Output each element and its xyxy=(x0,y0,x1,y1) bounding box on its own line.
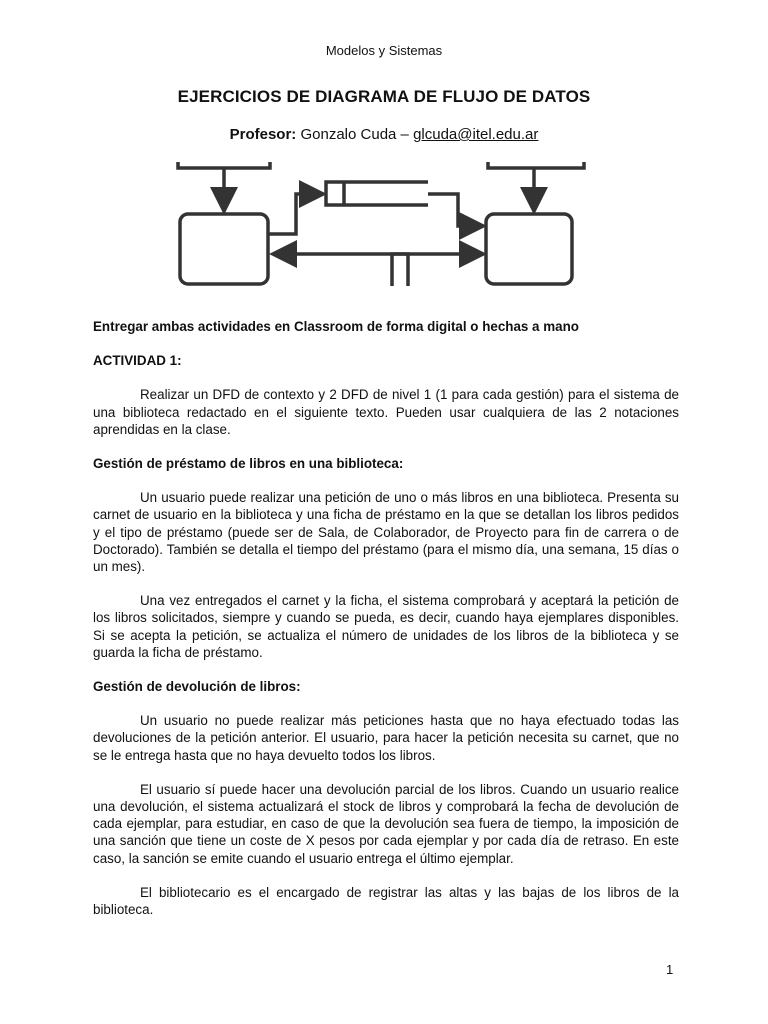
document-body xyxy=(93,318,679,918)
activity-paragraph: Realizar un DFD de contexto y 2 DFD de nivel 1 (1 para cada gestión) para el sistema de una biblioteca redactado en el siguiente texto. Pueden usar cualquiera de las 2 notaciones aprendidas en la clase. xyxy=(93,387,679,437)
right-entity-bracket xyxy=(488,162,584,168)
left-process-box xyxy=(180,214,268,284)
flow-from-store xyxy=(428,194,480,226)
flow-to-store xyxy=(268,194,320,234)
professor-email-link[interactable]: glcuda@itel.edu.ar xyxy=(413,126,539,143)
running-header: Modelos y Sistemas xyxy=(325,43,443,58)
professor-label: Profesor: xyxy=(229,126,297,143)
right-process-box xyxy=(486,214,572,284)
section-return-heading: Gestión de devolución de libros: xyxy=(93,679,301,695)
professor-name: Gonzalo Cuda – xyxy=(296,126,414,143)
section-loan-heading: Gestión de préstamo de libros en una biblioteca: xyxy=(93,456,404,472)
document-title: EJERCICIOS DE DIAGRAMA DE FLUJO DE DATOS xyxy=(177,87,591,106)
flow-up-right xyxy=(392,254,480,286)
left-entity-bracket xyxy=(178,162,270,168)
activity-heading: ACTIVIDAD 1: xyxy=(93,353,182,369)
flow-back-left xyxy=(276,254,408,286)
section-loan-paragraph-2: Una vez entregados el carnet y la ficha, el sistema comprobará y aceptará la petición de los libros solicitados, siempre y cuando se pueda, es decir, cuando haya ejemplares disponibles. Si se acepta la petición, se actualiza el número de unidades de los libros de la biblioteca y se guarda la ficha de préstamo. xyxy=(93,593,679,660)
section-return-paragraph-2: El usuario sí puede hacer una devolución parcial de los libros. Cuando un usuario realice una devolución, el sistema actualizará el stock de libros y comprobará la fecha de devolución de cada ejemplar, para estudiar, en caso de que la devolución sea fuera de tiempo, la imposición de una sanción que tiene un coste de X pesos por cada ejemplar y por cada día de retraso. En este caso, la sanción se emite cuando el usuario entrega el último ejemplar. xyxy=(93,781,679,866)
professor-line xyxy=(0,126,768,143)
intro-instruction: Entregar ambas actividades en Classroom de forma digital o hechas a mano xyxy=(93,319,579,334)
dfd-illustration xyxy=(174,160,594,286)
section-loan-paragraph-1: Un usuario puede realizar una petición de uno o más libros en una biblioteca. Presenta su carnet de usuario en la biblioteca y una ficha de préstamo en la que se detallan los libros pedidos y el tipo de préstamo (puede ser de Sala, de Colaborador, de Proyecto para fin de carrera o de Doctorado). También se detalla el tiempo del préstamo (para el mismo día, una semana, 15 días o un mes). xyxy=(93,490,679,575)
data-store xyxy=(326,182,428,205)
page-number: 1 xyxy=(666,962,674,977)
section-return-paragraph-3: El bibliotecario es el encargado de registrar las altas y las bajas de los libros de la biblioteca. xyxy=(93,884,679,918)
section-return-paragraph-1: Un usuario no puede realizar más peticiones hasta que no haya efectuado todas las devoluciones de la petición anterior. El usuario, para hacer la petición necesita su carnet, que no se le entrega hasta que no haya devuelto todos los libros. xyxy=(93,713,679,763)
